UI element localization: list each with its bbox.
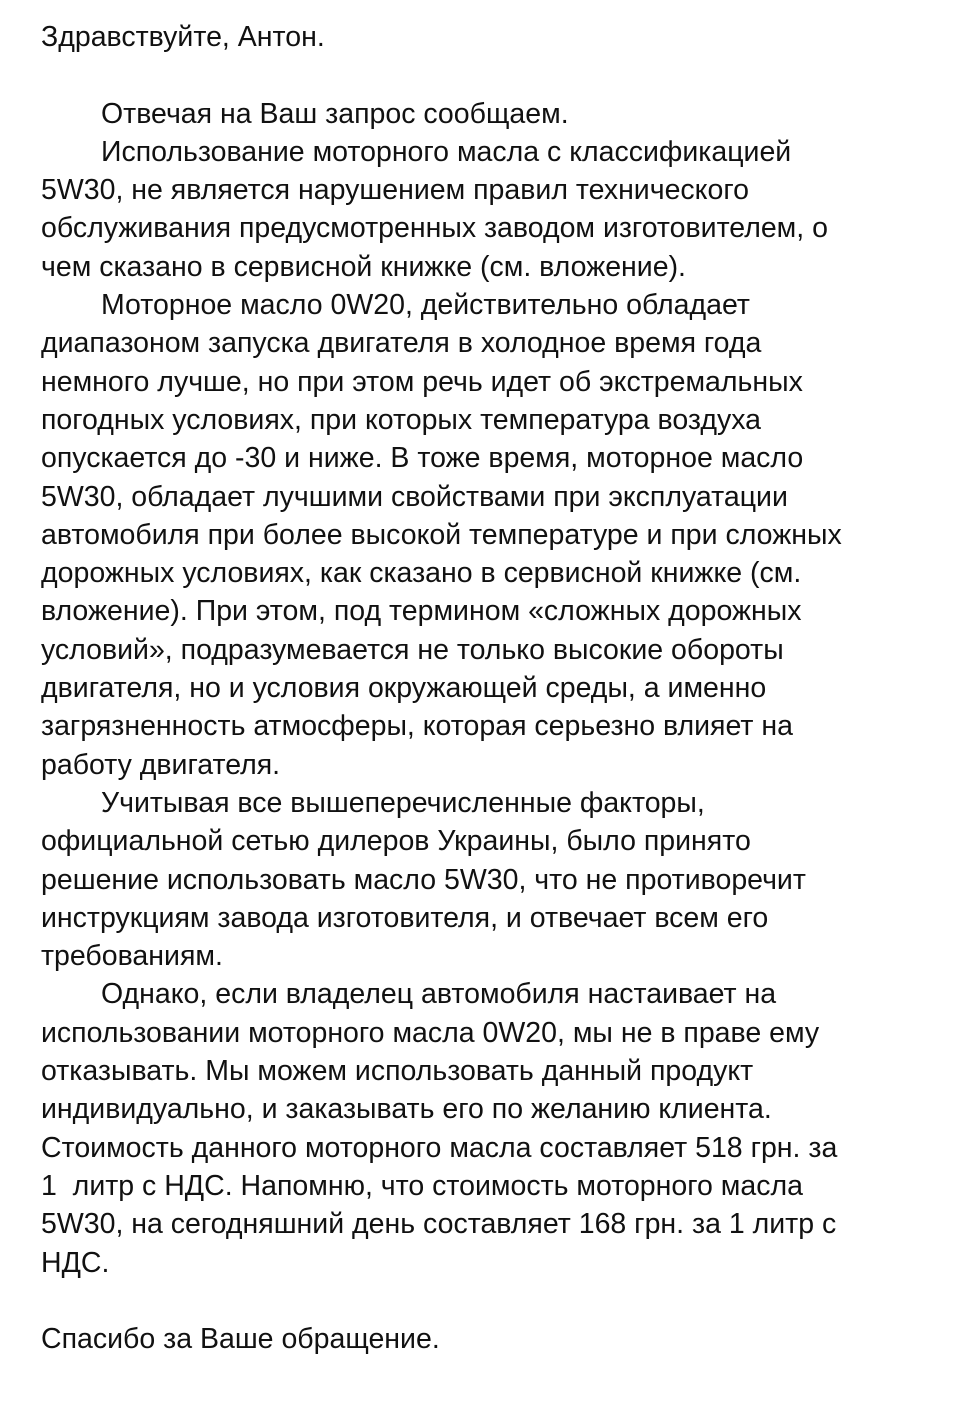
text-line: чем сказано в сервисной книжке (см. вложение). (41, 250, 686, 283)
text-line: Использование моторного масла с классификацией (101, 135, 792, 168)
paragraph-gap (41, 56, 921, 94)
text-line: Моторное масло 0W20, действительно обладает (101, 289, 750, 322)
text-line: 5W30, обладает лучшими свойствами при эксплуатации (41, 480, 788, 513)
text-line: обслуживания предусмотренных заводом изготовителем, о (41, 212, 828, 245)
text-line: 5W30, на сегодняшний день составляет 168 грн. за 1 литр с (41, 1208, 837, 1241)
text-line: загрязненность атмосферы, которая серьезно влияет на (41, 710, 793, 743)
text-line: опускается до -30 и ниже. В тоже время, моторное масло (41, 442, 804, 475)
text-line: требованиям. (41, 940, 223, 973)
letter-body (41, 18, 921, 1358)
text-line: работу двигателя. (41, 748, 281, 781)
text-line: решение использовать масло 5W30, что не противоречит (41, 863, 806, 896)
text-line: условий», подразумевается не только высокие обороты (41, 633, 784, 666)
text-line: вложение). При этом, под термином «сложных дорожных (41, 595, 802, 628)
text-line: двигателя, но и условия окружающей среды, а именно (41, 672, 767, 705)
text-line: использовании моторного масла 0W20, мы не в праве ему (41, 1016, 820, 1049)
text-line: отказывать. Мы можем использовать данный продукт (41, 1055, 754, 1088)
text-line: дорожных условиях, как сказано в сервисной книжке (см. (41, 557, 802, 590)
closing-line: Спасибо за Ваше обращение. (41, 1323, 440, 1356)
text-line: погодных условиях, при которых температура воздуха (41, 403, 761, 436)
text-line: официальной сетью дилеров Украины, было принято (41, 825, 751, 858)
text-line: 5W30, не является нарушением правил технического (41, 174, 749, 207)
text-line: немного лучше, но при этом речь идет об экстремальных (41, 365, 803, 398)
text-line: Отвечая на Ваш запрос сообщаем. (101, 97, 569, 130)
letter-text (41, 95, 921, 1282)
text-line: инструкциям завода изготовителя, и отвечает всем его (41, 901, 769, 934)
text-line: 1 литр с НДС. Напомню, что стоимость моторного масла (41, 1169, 803, 1202)
text-line: автомобиля при более высокой температуре и при сложных (41, 518, 842, 551)
text-line: НДС. (41, 1246, 110, 1279)
text-line: диапазоном запуска двигателя в холодное время года (41, 327, 762, 360)
text-line: индивидуально, и заказывать его по желанию клиента. (41, 1093, 772, 1126)
paragraph-gap (41, 1282, 921, 1320)
text-line: Стоимость данного моторного масла составляет 518 грн. за (41, 1131, 838, 1164)
text-line: Однако, если владелец автомобиля настаивает на (101, 978, 777, 1011)
text-line: Учитывая все вышеперечисленные факторы, (101, 786, 705, 819)
greeting-line: Здравствуйте, Антон. (41, 21, 325, 53)
